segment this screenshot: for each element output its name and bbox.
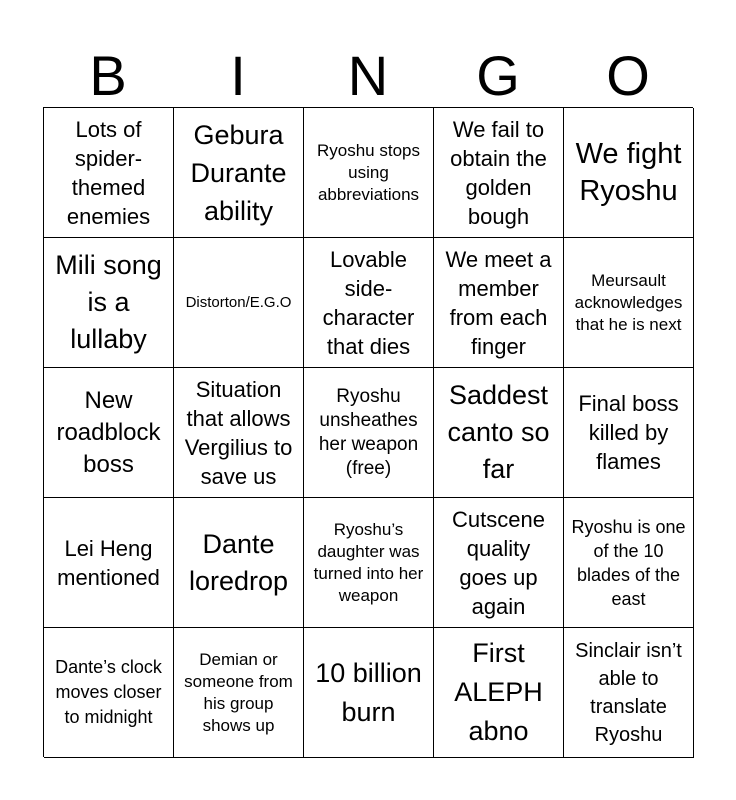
bingo-cell[interactable] bbox=[304, 108, 434, 238]
cell-text: Cutscene quality goes up again bbox=[452, 506, 545, 619]
cell-text: 10 billion burn bbox=[315, 657, 422, 727]
header-letter-g: G bbox=[476, 44, 520, 107]
bingo-cell[interactable] bbox=[44, 628, 174, 758]
bingo-cell[interactable] bbox=[174, 368, 304, 498]
bingo-cell[interactable] bbox=[304, 238, 434, 368]
bingo-cell[interactable] bbox=[44, 368, 174, 498]
bingo-cell[interactable] bbox=[304, 628, 434, 758]
cell-text: Mili song is a lullaby bbox=[55, 250, 162, 354]
bingo-cell[interactable] bbox=[304, 368, 434, 498]
cell-text: New roadblock boss bbox=[56, 386, 161, 478]
bingo-cell[interactable] bbox=[564, 628, 694, 758]
cell-text: Sinclair isn’t able to translate Ryoshu bbox=[575, 639, 682, 746]
bingo-cell[interactable] bbox=[174, 498, 304, 628]
bingo-cell[interactable] bbox=[434, 108, 564, 238]
bingo-cell[interactable] bbox=[174, 238, 304, 368]
bingo-cell[interactable] bbox=[434, 498, 564, 628]
cell-text: Saddest canto so far bbox=[447, 380, 550, 484]
bingo-cell[interactable] bbox=[434, 628, 564, 758]
header-letter-n: N bbox=[347, 44, 389, 107]
bingo-cell[interactable] bbox=[564, 238, 694, 368]
bingo-cell[interactable] bbox=[564, 368, 694, 498]
bingo-cell[interactable] bbox=[564, 108, 694, 238]
bingo-cell[interactable] bbox=[44, 238, 174, 368]
header-letter-o: O bbox=[606, 44, 650, 107]
header-letter-b: B bbox=[89, 44, 127, 107]
bingo-cell[interactable] bbox=[304, 498, 434, 628]
cell-text: Final boss killed by flames bbox=[578, 391, 679, 474]
cell-text: Meursault acknowledges that he is next bbox=[574, 270, 683, 334]
bingo-header bbox=[43, 44, 693, 108]
cell-text: We meet a member from each finger bbox=[445, 246, 552, 359]
cell-text: Dante’s clock moves closer to midnight bbox=[55, 657, 162, 727]
cell-text: Lovable side-character that dies bbox=[322, 246, 415, 359]
cell-text: Ryoshu is one of the 10 blades of the east bbox=[571, 516, 686, 609]
bingo-cell[interactable] bbox=[174, 108, 304, 238]
cell-text: We fail to obtain the golden bough bbox=[450, 116, 547, 229]
bingo-cell[interactable] bbox=[434, 238, 564, 368]
bingo-board bbox=[43, 107, 693, 757]
cell-text: Situation that allows Vergilius to save us bbox=[184, 376, 293, 489]
cell-text: Demian or someone from his group shows up bbox=[184, 649, 293, 735]
cell-text: First ALEPH abno bbox=[454, 638, 543, 746]
cell-text: Distorton/E.G.O bbox=[185, 293, 292, 311]
cell-text: We fight Ryoshu bbox=[575, 137, 682, 207]
cell-text: Gebura Durante ability bbox=[190, 119, 287, 226]
cell-text: Lots of spider-themed enemies bbox=[66, 116, 151, 229]
bingo-cell[interactable] bbox=[564, 498, 694, 628]
cell-text: Ryoshu stops using abbreviations bbox=[317, 140, 420, 204]
header-letter-i: I bbox=[230, 44, 246, 107]
bingo-cell[interactable] bbox=[44, 498, 174, 628]
bingo-cell[interactable] bbox=[44, 108, 174, 238]
cell-text: Ryoshu unsheathes her weapon (free) bbox=[318, 385, 419, 479]
cell-text: Lei Heng mentioned bbox=[57, 535, 160, 590]
bingo-cell[interactable] bbox=[434, 368, 564, 498]
cell-text: Ryoshu’s daughter was turned into her weapon bbox=[313, 519, 424, 605]
bingo-cell[interactable] bbox=[174, 628, 304, 758]
cell-text: Dante loredrop bbox=[188, 528, 289, 596]
